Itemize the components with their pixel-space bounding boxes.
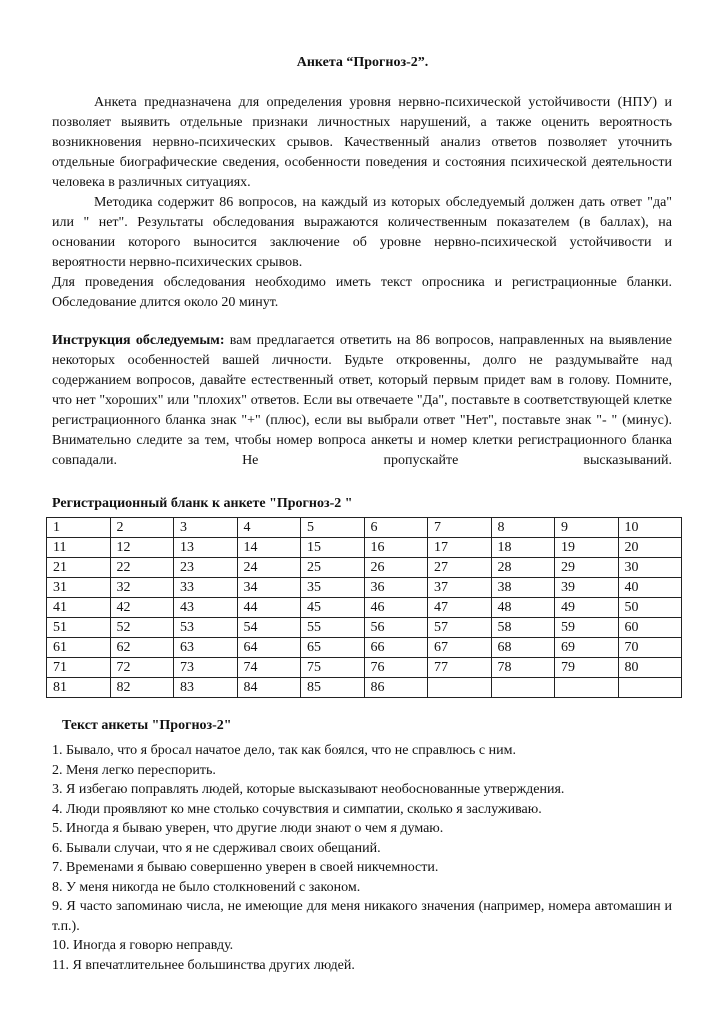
registration-cell: 63	[174, 638, 238, 658]
intro-paragraph-1: Анкета предназначена для определения уровня нервно-психической устойчивости (НПУ) и позволяет выявить отдельные признаки личностных нарушений, а также оценить вероятность возникновения нервно-психических срывов. Качественный анализ ответов позволяет уточнить отдельные биографические сведения, особенности поведения и состояния психической деятельности человека в различных ситуациях.	[52, 95, 672, 190]
registration-cell: 15	[301, 538, 365, 558]
registration-cell: 72	[110, 658, 174, 678]
question-list	[52, 741, 672, 975]
registration-cell: 86	[364, 678, 428, 698]
instruction-label: Инструкция обследуемым:	[52, 333, 225, 348]
registration-cell	[555, 678, 619, 698]
registration-cell: 69	[555, 638, 619, 658]
registration-cell: 77	[428, 658, 492, 678]
registration-cell: 40	[618, 578, 682, 598]
document-title: Анкета “Прогноз-2”.	[296, 55, 429, 70]
registration-row	[47, 618, 682, 638]
registration-cell: 59	[555, 618, 619, 638]
registration-cell: 75	[301, 658, 365, 678]
registration-row	[47, 538, 682, 558]
registration-cell: 33	[174, 578, 238, 598]
question-item: 4. Люди проявляют ко мне столько сочувствия и симпатии, сколько я заслуживаю.	[52, 801, 542, 817]
registration-row	[47, 678, 682, 698]
registration-row	[47, 638, 682, 658]
question-item: 10. Иногда я говорю неправду.	[52, 938, 234, 953]
registration-cell: 42	[110, 598, 174, 618]
registration-cell: 25	[301, 558, 365, 578]
registration-cell: 53	[174, 618, 238, 638]
question-item: 3. Я избегаю поправлять людей, которые высказывают необоснованные утверждения.	[52, 782, 565, 797]
registration-cell: 41	[47, 598, 111, 618]
registration-cell	[428, 678, 492, 698]
registration-cell: 30	[618, 558, 682, 578]
registration-cell: 68	[491, 638, 555, 658]
registration-cell: 47	[428, 598, 492, 618]
registration-row	[47, 518, 682, 538]
question-item: 6. Бывали случаи, что я не сдерживал своих обещаний.	[52, 840, 381, 856]
registration-cell: 7	[428, 518, 492, 538]
registration-cell: 1	[47, 518, 111, 538]
registration-cell: 31	[47, 578, 111, 598]
registration-cell: 80	[618, 658, 682, 678]
registration-cell: 3	[174, 518, 238, 538]
registration-form-table	[46, 517, 682, 698]
registration-cell: 2	[110, 518, 174, 538]
registration-cell: 12	[110, 538, 174, 558]
registration-cell: 19	[555, 538, 619, 558]
registration-cell: 49	[555, 598, 619, 618]
registration-cell: 78	[491, 658, 555, 678]
registration-cell: 29	[555, 558, 619, 578]
registration-cell: 20	[618, 538, 682, 558]
registration-cell: 22	[110, 558, 174, 578]
registration-cell: 81	[47, 678, 111, 698]
registration-cell: 38	[491, 578, 555, 598]
registration-cell: 36	[364, 578, 428, 598]
registration-cell: 83	[174, 678, 238, 698]
registration-cell: 35	[301, 578, 365, 598]
registration-cell: 67	[428, 638, 492, 658]
registration-cell: 45	[301, 598, 365, 618]
registration-cell: 14	[237, 538, 301, 558]
registration-form-caption: Регистрационный бланк к анкете "Прогноз-2 "	[52, 496, 353, 511]
registration-cell: 27	[428, 558, 492, 578]
registration-row	[47, 598, 682, 618]
question-item: 8. У меня никогда не было столкновений с законом.	[52, 879, 361, 895]
registration-cell: 70	[618, 638, 682, 658]
registration-cell: 44	[237, 598, 301, 618]
instruction-text: вам предлагается ответить на 86 вопросов, направленных на выявление некоторых особенностей вашей личности. Будьте откровенны, долго не раздумывайте над содержанием вопросов, давайте естественный ответ, который первым придет вам в голову. Помните, что нет "хороших" или "плохих" ответов. Если вы отвечаете "Да", поставьте в соответствующей клетке регистрационного бланка знак "+" (плюс), если вы выбрали ответ "Нет", поставьте знак "- " (минус). Внимательно следите за тем, чтобы номер вопроса анкеты и номер клетки регистрационного бланка совпадали. Не пропускайте высказываний.	[52, 333, 672, 468]
registration-cell: 11	[47, 538, 111, 558]
registration-cell: 58	[491, 618, 555, 638]
registration-cell: 26	[364, 558, 428, 578]
question-item: 5. Иногда я бываю уверен, что другие люди знают о чем я думаю.	[52, 821, 444, 836]
registration-cell: 79	[555, 658, 619, 678]
registration-cell: 28	[491, 558, 555, 578]
registration-cell: 6	[364, 518, 428, 538]
registration-cell	[618, 678, 682, 698]
registration-cell: 73	[174, 658, 238, 678]
registration-cell: 85	[301, 678, 365, 698]
registration-cell: 9	[555, 518, 619, 538]
registration-cell: 37	[428, 578, 492, 598]
registration-cell: 39	[555, 578, 619, 598]
registration-cell: 55	[301, 618, 365, 638]
registration-cell: 56	[364, 618, 428, 638]
registration-cell: 74	[237, 658, 301, 678]
registration-cell: 76	[364, 658, 428, 678]
registration-cell: 13	[174, 538, 238, 558]
registration-cell: 84	[237, 678, 301, 698]
registration-cell: 65	[301, 638, 365, 658]
question-item: 1. Бывало, что я бросал начатое дело, так как боялся, что не справлюсь с ним.	[52, 743, 516, 758]
registration-cell: 21	[47, 558, 111, 578]
registration-cell: 5	[301, 518, 365, 538]
registration-cell: 4	[237, 518, 301, 538]
registration-cell: 43	[174, 598, 238, 618]
registration-cell: 8	[491, 518, 555, 538]
registration-cell	[491, 678, 555, 698]
registration-row	[47, 558, 682, 578]
intro-paragraph-3: Для проведения обследования необходимо иметь текст опросника и регистрационные бланки. Обследование длится около 20 минут.	[52, 275, 672, 310]
question-item: 11. Я впечатлительнее большинства других людей.	[52, 957, 355, 973]
registration-cell: 64	[237, 638, 301, 658]
registration-cell: 51	[47, 618, 111, 638]
registration-cell: 34	[237, 578, 301, 598]
registration-row	[47, 578, 682, 598]
registration-cell: 82	[110, 678, 174, 698]
intro-paragraph-2: Методика содержит 86 вопросов, на каждый из которых обследуемый должен дать ответ "да" или " нет". Результаты обследования выражаются количественным показателем (в баллах), на основании которого выносится заключение об уровне нервно-психической устойчивости и вероятности нервно-психических срывов.	[52, 195, 672, 270]
registration-cell: 23	[174, 558, 238, 578]
registration-cell: 54	[237, 618, 301, 638]
question-item: 7. Временами я бываю совершенно уверен в своей никчемности.	[52, 860, 439, 875]
registration-cell: 17	[428, 538, 492, 558]
question-item: 2. Меня легко переспорить.	[52, 762, 216, 778]
registration-cell: 57	[428, 618, 492, 638]
question-item: 9. Я часто запоминаю числа, не имеющие для меня никакого значения (например, номера автомашин и т.п.).	[52, 899, 672, 934]
registration-cell: 61	[47, 638, 111, 658]
registration-cell: 52	[110, 618, 174, 638]
registration-cell: 48	[491, 598, 555, 618]
registration-cell: 10	[618, 518, 682, 538]
questionnaire-heading: Текст анкеты "Прогноз-2"	[62, 718, 232, 733]
registration-cell: 46	[364, 598, 428, 618]
registration-cell: 50	[618, 598, 682, 618]
registration-cell: 60	[618, 618, 682, 638]
registration-cell: 62	[110, 638, 174, 658]
instruction-paragraph	[52, 331, 672, 471]
registration-row	[47, 658, 682, 678]
registration-cell: 32	[110, 578, 174, 598]
registration-cell: 18	[491, 538, 555, 558]
registration-cell: 16	[364, 538, 428, 558]
registration-cell: 71	[47, 658, 111, 678]
registration-cell: 66	[364, 638, 428, 658]
registration-cell: 24	[237, 558, 301, 578]
